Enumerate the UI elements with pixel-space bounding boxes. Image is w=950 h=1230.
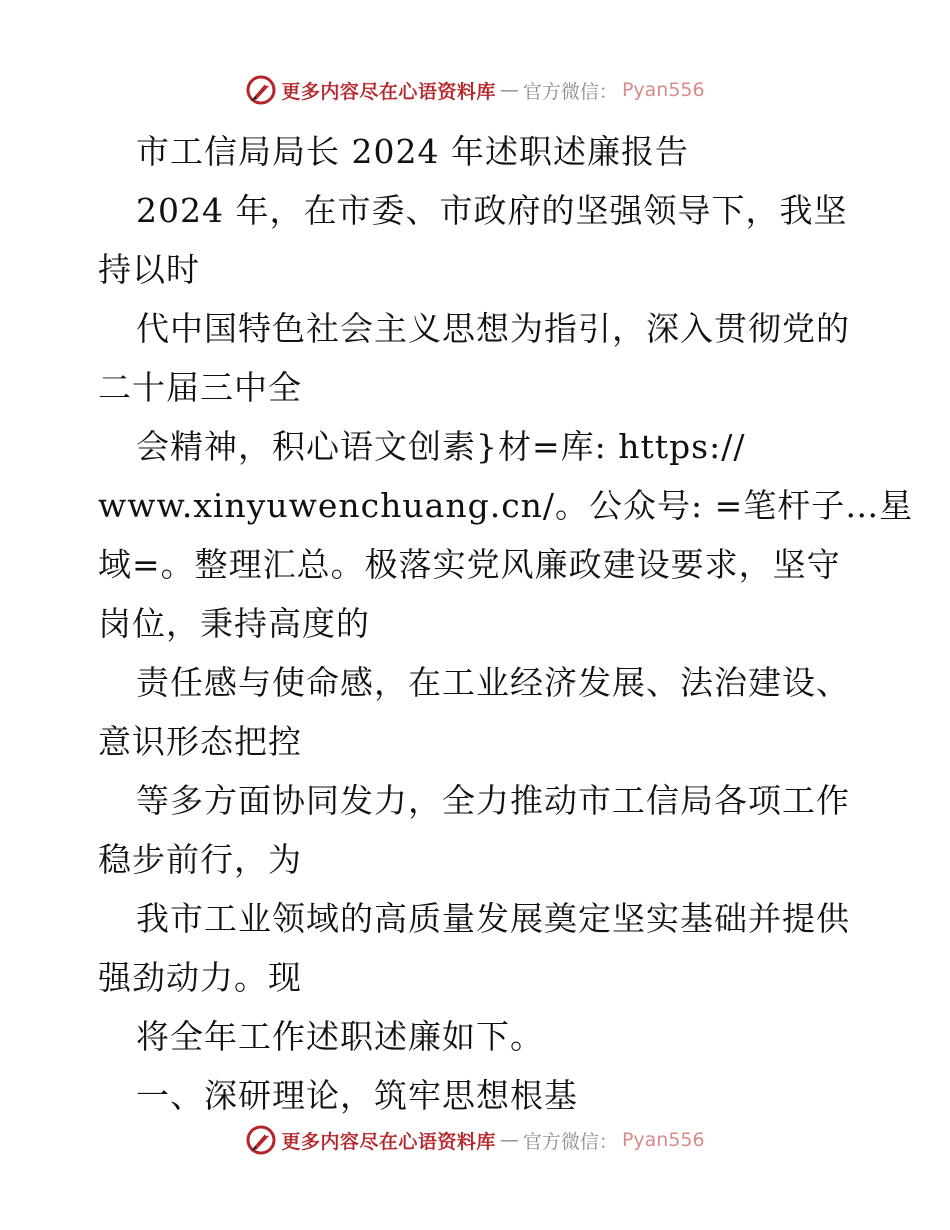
document-line: 域=。整理汇总。极落实党风廉政建设要求，坚守 bbox=[98, 545, 841, 584]
document-line: 稳步前行，为 bbox=[98, 840, 302, 879]
header-banner-content bbox=[245, 74, 704, 106]
document-line: 我市工业领域的高质量发展奠定坚实基础并提供 bbox=[136, 899, 850, 938]
document-line: www.xinyuwenchuang.cn/。公众号: =笔杆子…星 bbox=[98, 486, 914, 525]
pen-nib-logo-icon bbox=[245, 1124, 277, 1156]
banner-wechat-id: Pyan556 bbox=[621, 79, 705, 101]
document-line: 代中国特色社会主义思想为指引，深入贯彻党的 bbox=[136, 309, 850, 348]
banner-separator: — bbox=[499, 79, 519, 101]
document-line: 将全年工作述职述廉如下。 bbox=[136, 1017, 544, 1056]
document-line: 2024 年，在市委、市政府的坚强领导下，我坚 bbox=[136, 191, 848, 230]
document-line: 岗位，秉持高度的 bbox=[98, 604, 370, 643]
document-line: 等多方面协同发力，全力推动市工信局各项工作 bbox=[136, 781, 850, 820]
document-line: 责任感与使命感，在工业经济发展、法治建设、 bbox=[136, 663, 850, 702]
document-line: 二十届三中全 bbox=[98, 368, 302, 407]
banner-title: 更多内容尽在心语资料库 bbox=[281, 1130, 496, 1153]
banner-wechat-label: 官方微信： bbox=[522, 1130, 618, 1153]
banner-separator: — bbox=[499, 1129, 519, 1151]
pen-nib-logo-icon bbox=[245, 74, 277, 106]
banner-wechat-id: Pyan556 bbox=[621, 1129, 705, 1151]
footer-banner-content bbox=[245, 1124, 704, 1156]
document-line: 强劲动力。现 bbox=[98, 958, 302, 997]
footer-banner bbox=[0, 1120, 950, 1160]
document-line: 一、深研理论，筑牢思想根基 bbox=[136, 1076, 578, 1115]
document-line: 意识形态把控 bbox=[98, 722, 302, 761]
banner-wechat-label: 官方微信： bbox=[522, 80, 618, 103]
document-line: 会精神，积心语文创素}材=库: https:// bbox=[136, 427, 746, 466]
document-title: 市工信局局长 2024 年述职述廉报告 bbox=[136, 132, 689, 171]
document-line: 持以时 bbox=[98, 250, 200, 289]
banner-title: 更多内容尽在心语资料库 bbox=[281, 80, 496, 103]
document-body bbox=[98, 122, 914, 1125]
header-banner bbox=[0, 70, 950, 110]
